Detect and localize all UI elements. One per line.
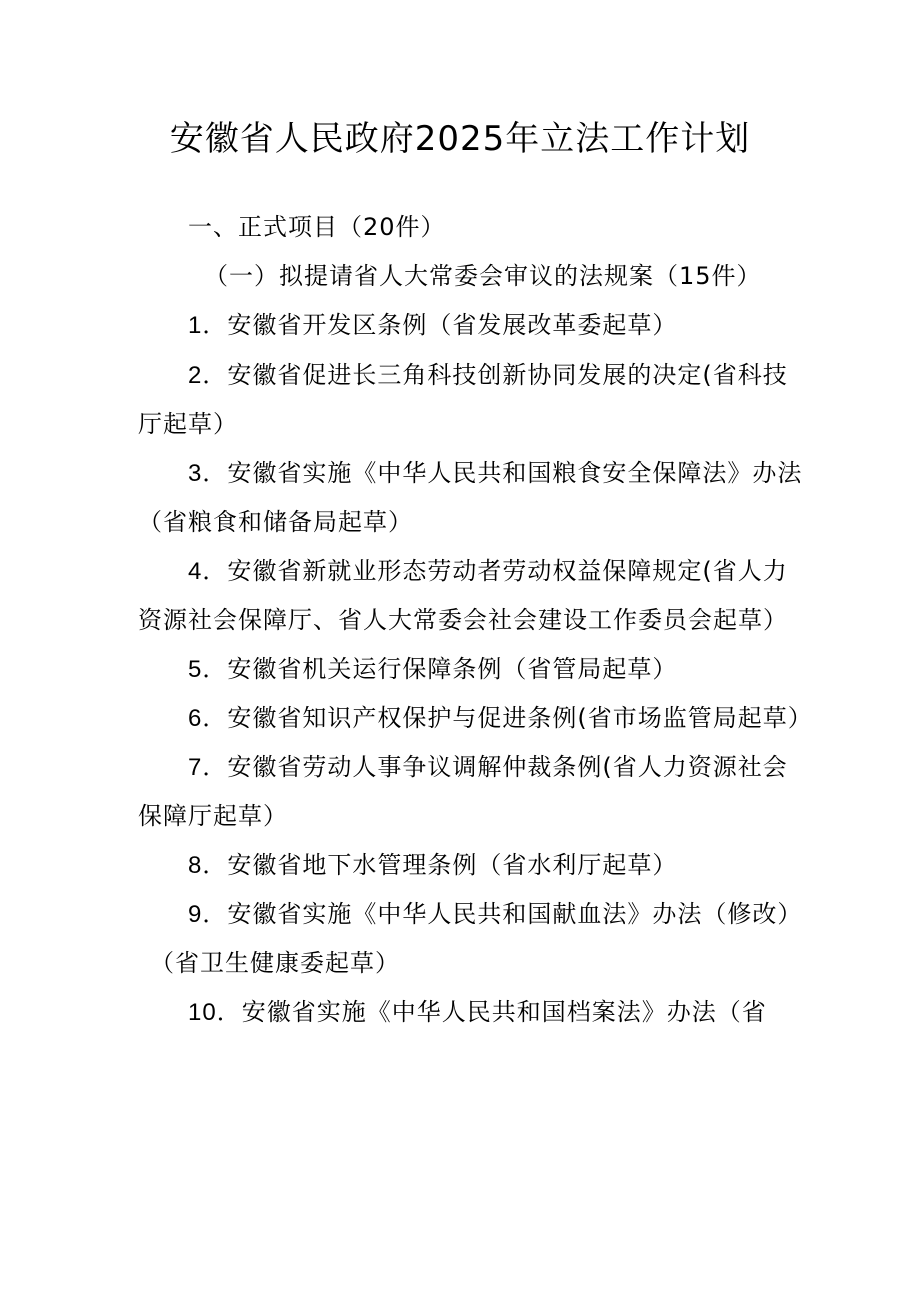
list-item <box>188 652 677 687</box>
item-text: ．安徽省新就业形态劳动者劳动权益保障规定(省人力 <box>202 557 788 585</box>
list-item <box>188 456 802 491</box>
item-text: ．安徽省开发区条例（省发展改革委起草） <box>202 311 678 339</box>
list-item <box>188 701 813 736</box>
item-text: ．安徽省促进长三角科技创新协同发展的决定(省科技 <box>202 361 788 389</box>
item-number: 4 <box>188 558 203 585</box>
item-number: 7 <box>188 754 203 781</box>
item-number: 10 <box>188 999 217 1026</box>
item-text: ．安徽省劳动人事争议调解仲裁条例(省人力资源社会 <box>202 753 788 781</box>
list-item <box>188 358 788 393</box>
item-text: ．安徽省实施《中华人民共和国献血法》办法（修改） <box>202 900 803 928</box>
item-text: ．安徽省机关运行保障条例（省管局起草） <box>202 655 678 683</box>
list-item <box>188 995 767 1030</box>
list-item <box>188 308 677 343</box>
item-number: 8 <box>188 852 203 879</box>
item-continuation: （省粮食和储备局起草） <box>138 508 413 536</box>
list-item <box>188 750 788 785</box>
item-number: 1 <box>188 312 203 339</box>
item-text: ．安徽省实施《中华人民共和国档案法》办法（省 <box>216 998 767 1026</box>
list-item <box>188 848 677 883</box>
item-number: 5 <box>188 656 203 683</box>
item-continuation: 保障厅起草） <box>138 802 288 830</box>
item-text: ．安徽省知识产权保护与促进条例(省市场监管局起草） <box>202 704 813 732</box>
list-item <box>188 897 802 932</box>
item-number: 2 <box>188 362 203 389</box>
item-number: 3 <box>188 460 203 487</box>
list-item <box>188 554 788 589</box>
item-continuation: 资源社会保障厅、省人大常委会社会建设工作委员会起草） <box>138 606 788 634</box>
item-continuation: （省卫生健康委起草） <box>150 949 400 977</box>
item-text: ．安徽省实施《中华人民共和国粮食安全保障法》办法 <box>202 459 803 487</box>
subsection-heading: （一）拟提请省人大常委会审议的法规案（15件） <box>204 262 762 290</box>
item-number: 9 <box>188 901 203 928</box>
section-heading: 一、正式项目（20件） <box>188 213 446 241</box>
item-text: ．安徽省地下水管理条例（省水利厅起草） <box>202 851 678 879</box>
document-title: 安徽省人民政府2025年立法工作计划 <box>169 119 751 159</box>
item-continuation: 厅起草） <box>138 410 238 438</box>
item-number: 6 <box>188 705 203 732</box>
